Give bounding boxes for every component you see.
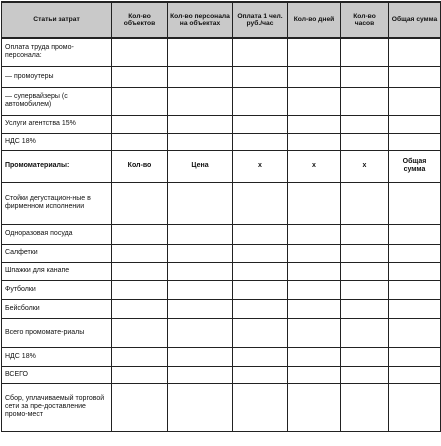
table-row bbox=[2, 66, 441, 87]
cell-days bbox=[288, 38, 341, 66]
cell-staff bbox=[168, 299, 233, 318]
cell-days bbox=[288, 182, 341, 224]
table-row bbox=[2, 224, 441, 244]
table-row bbox=[2, 115, 441, 133]
table-row bbox=[2, 150, 441, 182]
header-hourly-rate: Оплата 1 чел. руб./час bbox=[233, 2, 288, 38]
table-row bbox=[2, 133, 441, 150]
table-body bbox=[2, 38, 441, 431]
table-row bbox=[2, 318, 441, 347]
cell-days bbox=[288, 244, 341, 262]
cell-rate bbox=[233, 115, 288, 133]
cell-rate bbox=[233, 133, 288, 150]
table-row bbox=[2, 38, 441, 66]
cell-days bbox=[288, 87, 341, 115]
cell-objects bbox=[112, 87, 168, 115]
cell-item: Шпажки для канапе bbox=[2, 262, 112, 280]
cost-estimate-table bbox=[1, 1, 441, 432]
cell-total bbox=[389, 299, 441, 318]
cell-objects bbox=[112, 182, 168, 224]
cell-days bbox=[288, 366, 341, 383]
cell-total bbox=[389, 366, 441, 383]
cell-total bbox=[389, 383, 441, 431]
table-row bbox=[2, 366, 441, 383]
cell-hours bbox=[341, 383, 389, 431]
cell-rate bbox=[233, 66, 288, 87]
cell-hours bbox=[341, 318, 389, 347]
cell-objects bbox=[112, 38, 168, 66]
cell-objects bbox=[112, 133, 168, 150]
cell-total bbox=[389, 224, 441, 244]
cell-staff bbox=[168, 224, 233, 244]
cell-total bbox=[389, 38, 441, 66]
cell-rate bbox=[233, 244, 288, 262]
cell-objects: Кол-во bbox=[112, 150, 168, 182]
cell-days bbox=[288, 299, 341, 318]
cell-rate bbox=[233, 38, 288, 66]
table-row bbox=[2, 262, 441, 280]
cell-days bbox=[288, 347, 341, 366]
cell-days bbox=[288, 262, 341, 280]
cell-total bbox=[389, 66, 441, 87]
cell-staff: Цена bbox=[168, 150, 233, 182]
table-row bbox=[2, 87, 441, 115]
cell-total bbox=[389, 182, 441, 224]
header-cost-items: Статьи затрат bbox=[2, 2, 112, 38]
cell-total bbox=[389, 244, 441, 262]
cell-days bbox=[288, 115, 341, 133]
cell-hours bbox=[341, 133, 389, 150]
table-row bbox=[2, 347, 441, 366]
cell-staff bbox=[168, 318, 233, 347]
cell-item: Промоматериалы: bbox=[2, 150, 112, 182]
cell-rate bbox=[233, 280, 288, 299]
cell-objects bbox=[112, 383, 168, 431]
cell-total bbox=[389, 133, 441, 150]
cell-hours bbox=[341, 280, 389, 299]
cell-staff bbox=[168, 262, 233, 280]
cell-days bbox=[288, 318, 341, 347]
table-row bbox=[2, 383, 441, 431]
cell-item: Услуги агентства 15% bbox=[2, 115, 112, 133]
cell-hours bbox=[341, 347, 389, 366]
cell-hours bbox=[341, 366, 389, 383]
cell-hours bbox=[341, 115, 389, 133]
cell-hours bbox=[341, 299, 389, 318]
cell-days: x bbox=[288, 150, 341, 182]
table-row bbox=[2, 182, 441, 224]
cell-hours bbox=[341, 66, 389, 87]
table-row bbox=[2, 299, 441, 318]
cell-staff bbox=[168, 182, 233, 224]
cell-rate bbox=[233, 347, 288, 366]
cell-days bbox=[288, 224, 341, 244]
cell-hours bbox=[341, 182, 389, 224]
cell-staff bbox=[168, 347, 233, 366]
cell-total: Общая сумма bbox=[389, 150, 441, 182]
cell-objects bbox=[112, 262, 168, 280]
cell-days bbox=[288, 383, 341, 431]
cell-item: Оплата труда промо-персонала: bbox=[2, 38, 112, 66]
cell-item: Салфетки bbox=[2, 244, 112, 262]
cell-days bbox=[288, 133, 341, 150]
header-objects-count: Кол-во объектов bbox=[112, 2, 168, 38]
cell-staff bbox=[168, 66, 233, 87]
cell-staff bbox=[168, 383, 233, 431]
cell-hours bbox=[341, 87, 389, 115]
cell-total bbox=[389, 262, 441, 280]
cell-rate bbox=[233, 299, 288, 318]
table-row bbox=[2, 280, 441, 299]
cell-rate bbox=[233, 182, 288, 224]
cell-objects bbox=[112, 66, 168, 87]
header-hours-count: Кол-во часов bbox=[341, 2, 389, 38]
cell-item: Футболки bbox=[2, 280, 112, 299]
cell-objects bbox=[112, 280, 168, 299]
cell-total bbox=[389, 280, 441, 299]
header-total-sum: Общая сумма bbox=[389, 2, 441, 38]
cell-objects bbox=[112, 366, 168, 383]
cell-rate bbox=[233, 262, 288, 280]
cell-objects bbox=[112, 318, 168, 347]
cell-days bbox=[288, 280, 341, 299]
cell-item: Бейсболки bbox=[2, 299, 112, 318]
cell-objects bbox=[112, 224, 168, 244]
cell-objects bbox=[112, 299, 168, 318]
cell-item: Всего промомате-риалы bbox=[2, 318, 112, 347]
cell-hours bbox=[341, 224, 389, 244]
cell-rate bbox=[233, 383, 288, 431]
cell-hours bbox=[341, 38, 389, 66]
cell-rate bbox=[233, 224, 288, 244]
cell-item: ВСЕГО bbox=[2, 366, 112, 383]
cell-rate bbox=[233, 318, 288, 347]
cell-staff bbox=[168, 366, 233, 383]
cell-objects bbox=[112, 115, 168, 133]
cell-objects bbox=[112, 347, 168, 366]
cell-staff bbox=[168, 133, 233, 150]
cell-item: — промоутеры bbox=[2, 66, 112, 87]
cell-staff bbox=[168, 87, 233, 115]
cell-item: НДС 18% bbox=[2, 347, 112, 366]
cell-total bbox=[389, 347, 441, 366]
cell-rate bbox=[233, 87, 288, 115]
cell-item: Сбор, уплачиваемый торговой сети за пре-доставление промо-мест bbox=[2, 383, 112, 431]
header-row bbox=[2, 2, 441, 38]
cell-total bbox=[389, 318, 441, 347]
cell-hours: x bbox=[341, 150, 389, 182]
cell-hours bbox=[341, 244, 389, 262]
cell-rate bbox=[233, 366, 288, 383]
cell-hours bbox=[341, 262, 389, 280]
cell-staff bbox=[168, 280, 233, 299]
cell-rate: x bbox=[233, 150, 288, 182]
cell-total bbox=[389, 87, 441, 115]
cell-staff bbox=[168, 244, 233, 262]
table-row bbox=[2, 244, 441, 262]
cell-objects bbox=[112, 244, 168, 262]
header-staff-count: Кол-во персонала на объектах bbox=[168, 2, 233, 38]
cell-item: — супервайзеры (с автомобилем) bbox=[2, 87, 112, 115]
cell-item: НДС 18% bbox=[2, 133, 112, 150]
cell-item: Стойки дегустацион-ные в фирменном исполнении bbox=[2, 182, 112, 224]
header-days-count: Кол-во дней bbox=[288, 2, 341, 38]
cell-total bbox=[389, 115, 441, 133]
cell-staff bbox=[168, 38, 233, 66]
cell-days bbox=[288, 66, 341, 87]
cell-staff bbox=[168, 115, 233, 133]
cell-item: Одноразовая посуда bbox=[2, 224, 112, 244]
